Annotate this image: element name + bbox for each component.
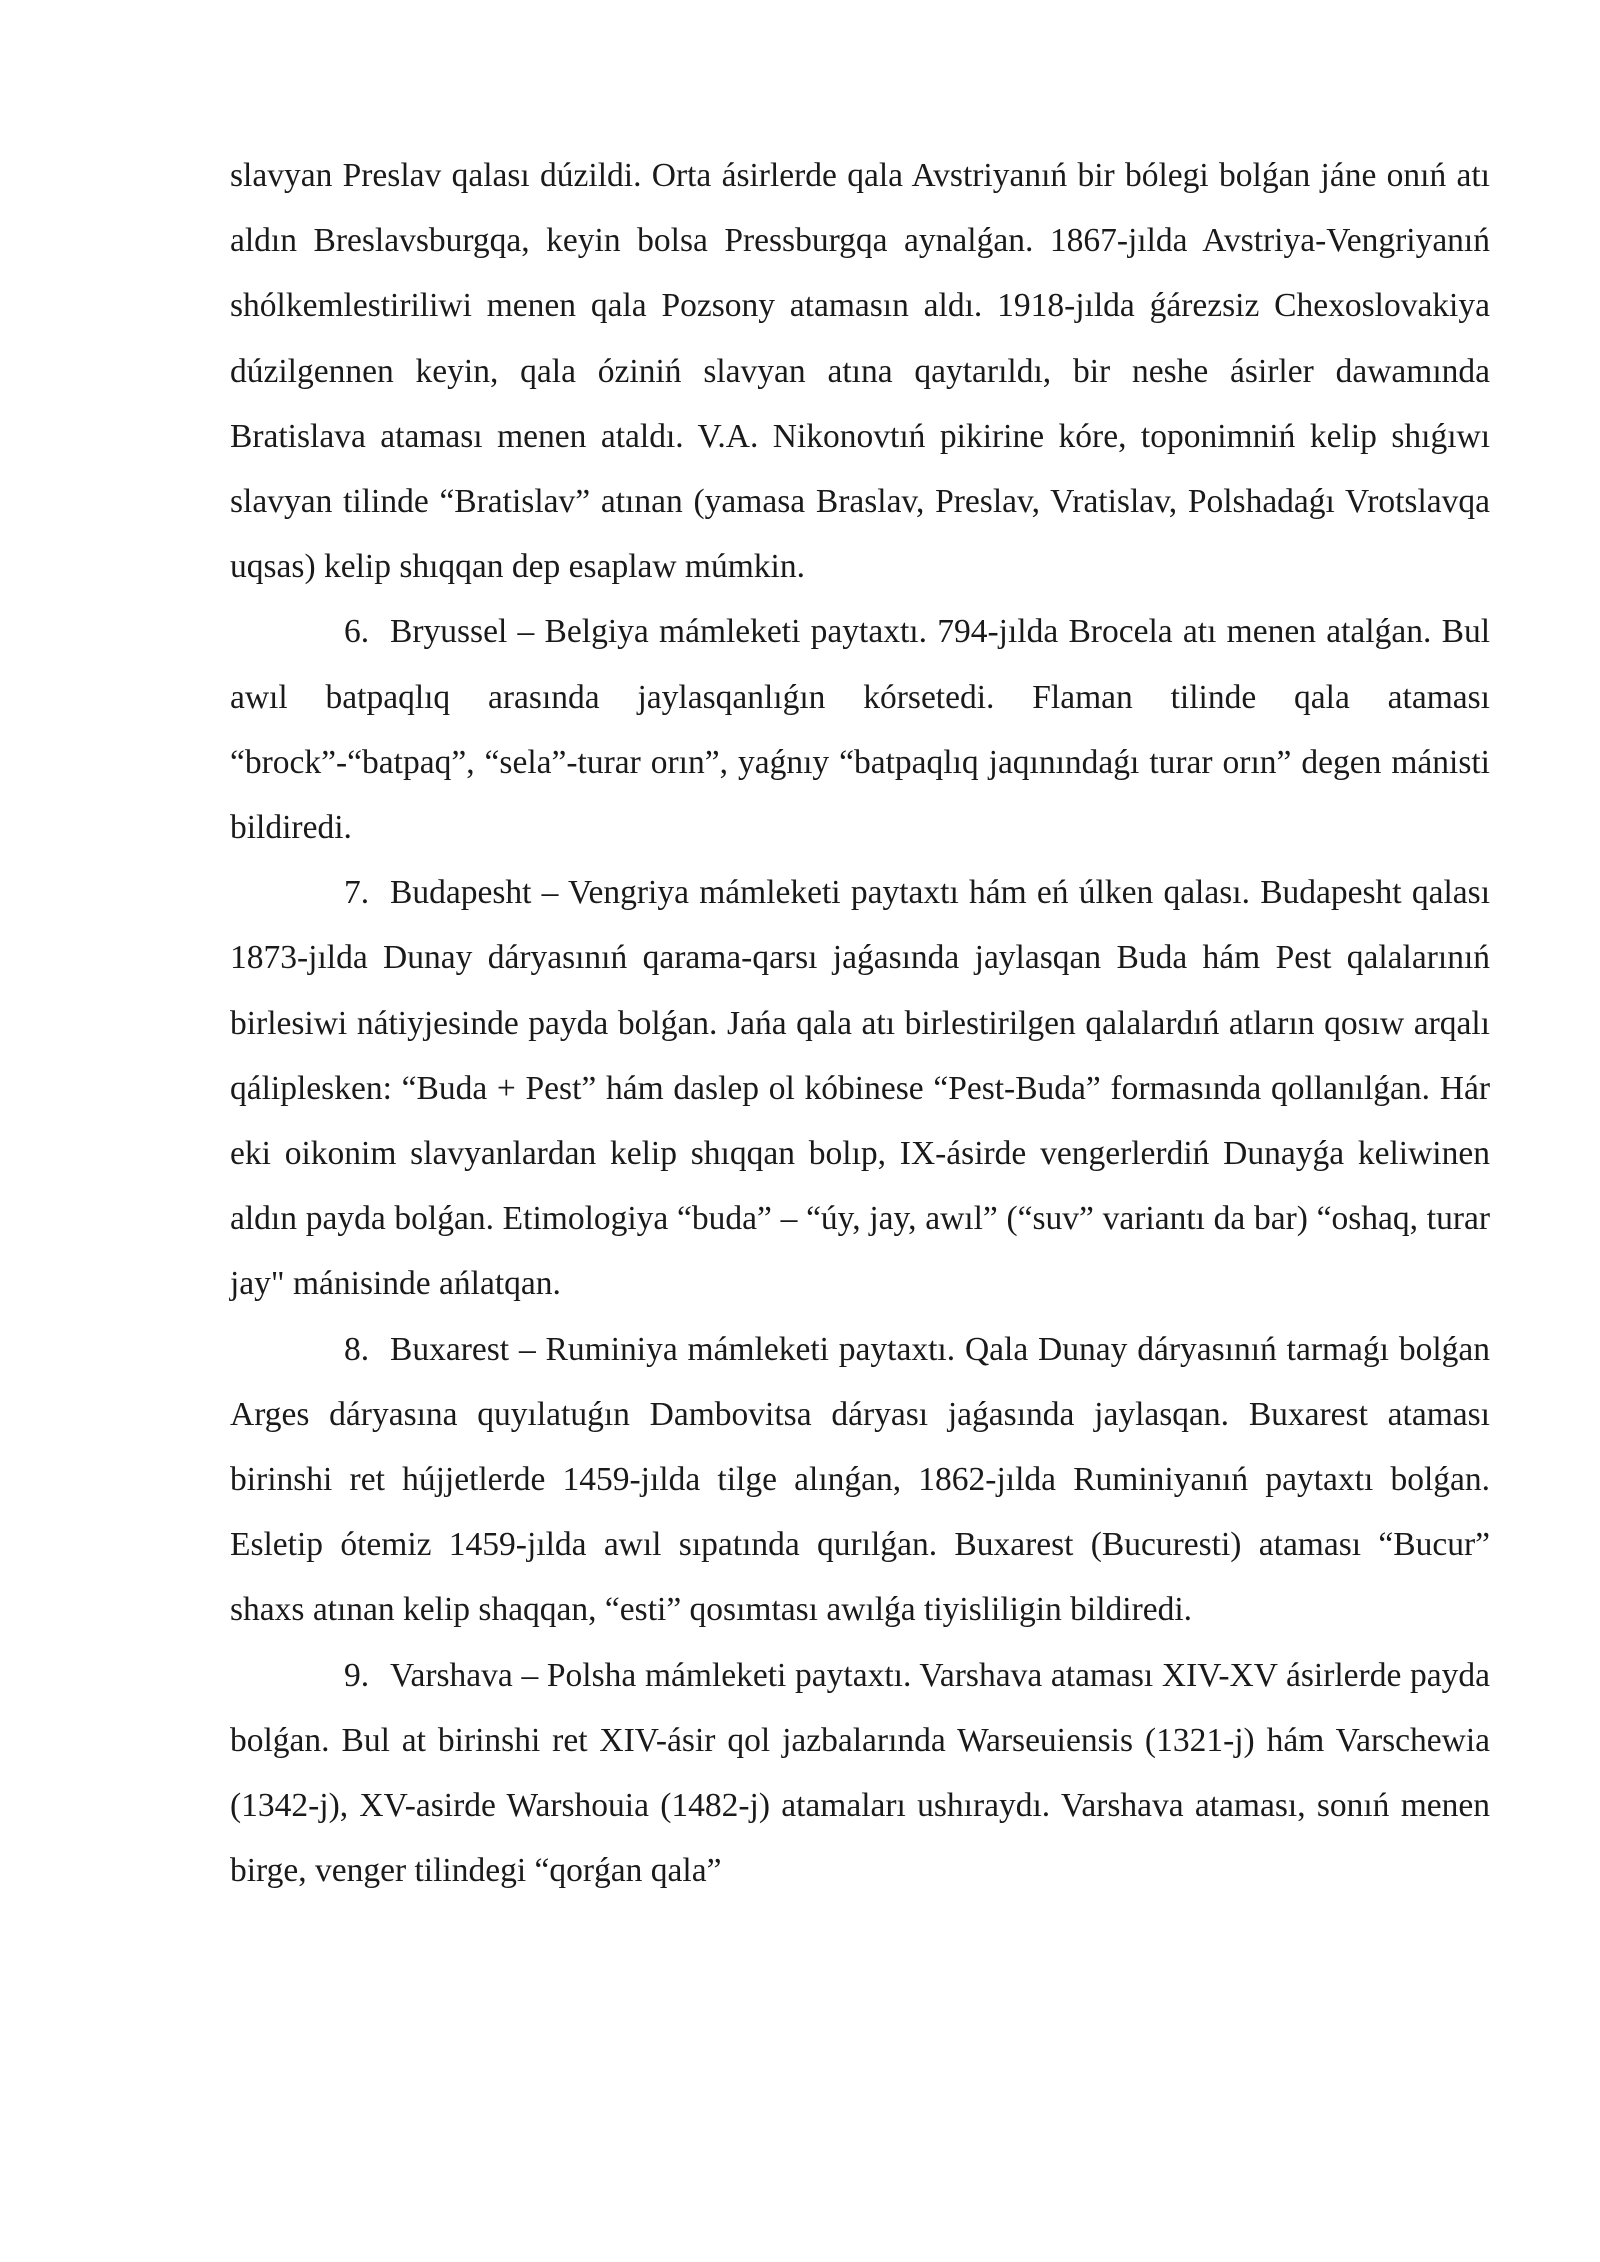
item-text: Varshava – Polsha mámleketi paytaxtı. Varshava ataması XIV-XV ásirlerde payda bolǵan. Bul at birinshi ret XIV-ásir qol jazbalarında Warseuiensis (1321-j) hám Varschewia (1342-j), XV-asirde Warshouia (1482-j) atamaları ushıraydı. Varshava ataması, sonıń menen birge, venger tilindegi “qorǵan qala” [230, 1656, 1490, 1890]
item-number: 7. [344, 874, 370, 912]
list-item-bryussel [230, 599, 1490, 860]
item-number: 6. [344, 613, 370, 651]
item-text: Bryussel – Belgiya mámleketi paytaxtı. 794-jılda Brocela atı menen atalǵan. Bul awıl batpaqlıq arasında jaylasqanlıǵın kórsetedi. Flaman tilinde qala ataması “brock”-“batpaq”, “sela”-turar orın”, yaǵnıy “batpaqlıq jaqınındaǵı turar orın” degen mánisti bildiredi. [230, 613, 1490, 847]
item-text: Budapesht – Vengriya mámleketi paytaxtı hám eń úlken qalası. Budapesht qalası 1873-jılda Dunay dáryasınıń qarama-qarsı jaǵasında jaylasqan Buda hám Pest qalalarınıń birlesiwi nátiyjesinde payda bolǵan. Jańa qala atı birlestirilgen qalalardıń atların qosıw arqalı qáliplesken: “Buda + Pest” hám daslep ol kóbinese “Pest-Buda” formasında qollanılǵan. Hár eki oikonim slavyanlardan kelip shıqqan bolıp, IX-ásirde vengerlerdiń Dunayǵa keliwinen aldın payda bolǵan. Etimologiya “buda” – “úy, jay, awıl” (“suv” variantı da bar) “oshaq, turar jay" mánisinde ańlatqan. [230, 874, 1490, 1303]
item-number: 9. [344, 1656, 370, 1694]
item-text: Buxarest – Ruminiya mámleketi paytaxtı. Qala Dunay dáryasınıń tarmaǵı bolǵan Arges dáryasına quyılatuǵın Dambovitsa dáryası jaǵasında jaylasqan. Buxarest ataması birinshi ret hújjetlerde 1459-jılda tilge alınǵan, 1862-jılda Ruminiyanıń paytaxtı bolǵan. Esletip ótemiz 1459-jılda awıl sıpatında qurılǵan. Buxarest (Bucuresti) ataması “Bucur” shaxs atınan kelip shaqqan, “esti” qosımtası awılǵa tiyisliligin bildiredi. [230, 1330, 1490, 1629]
list-item-buxarest [230, 1317, 1490, 1643]
intro-paragraph: slavyan Preslav qalası dúzildi. Orta ásirlerde qala Avstriyanıń bir bólegi bolǵan jáne onıń atı aldın Breslavsburgqa, keyin bolsa Pressburgqa aynalǵan. 1867-jılda Avstriya-Vengriyanıń shólkemlestiriliwi menen qala Pozsony atamasın aldı. 1918-jılda ǵárezsiz Chexoslovakiya dúzilgennen keyin, qala óziniń slavyan atına qaytarıldı, bir neshe ásirler dawamında Bratislava ataması menen ataldı. V.A. Nikonovtıń pikirine kóre, toponimniń kelip shıǵıwı slavyan tilinde “Bratislav” atınan (yamasa Braslav, Preslav, Vratislav, Polshadaǵı Vrotslavqa uqsas) kelip shıqqan dep esaplaw múmkin. [230, 157, 1490, 586]
list-item-budapesht [230, 860, 1490, 1316]
item-number: 8. [344, 1330, 370, 1368]
list-item-varshava [230, 1643, 1490, 1904]
document-body [230, 143, 1490, 1903]
